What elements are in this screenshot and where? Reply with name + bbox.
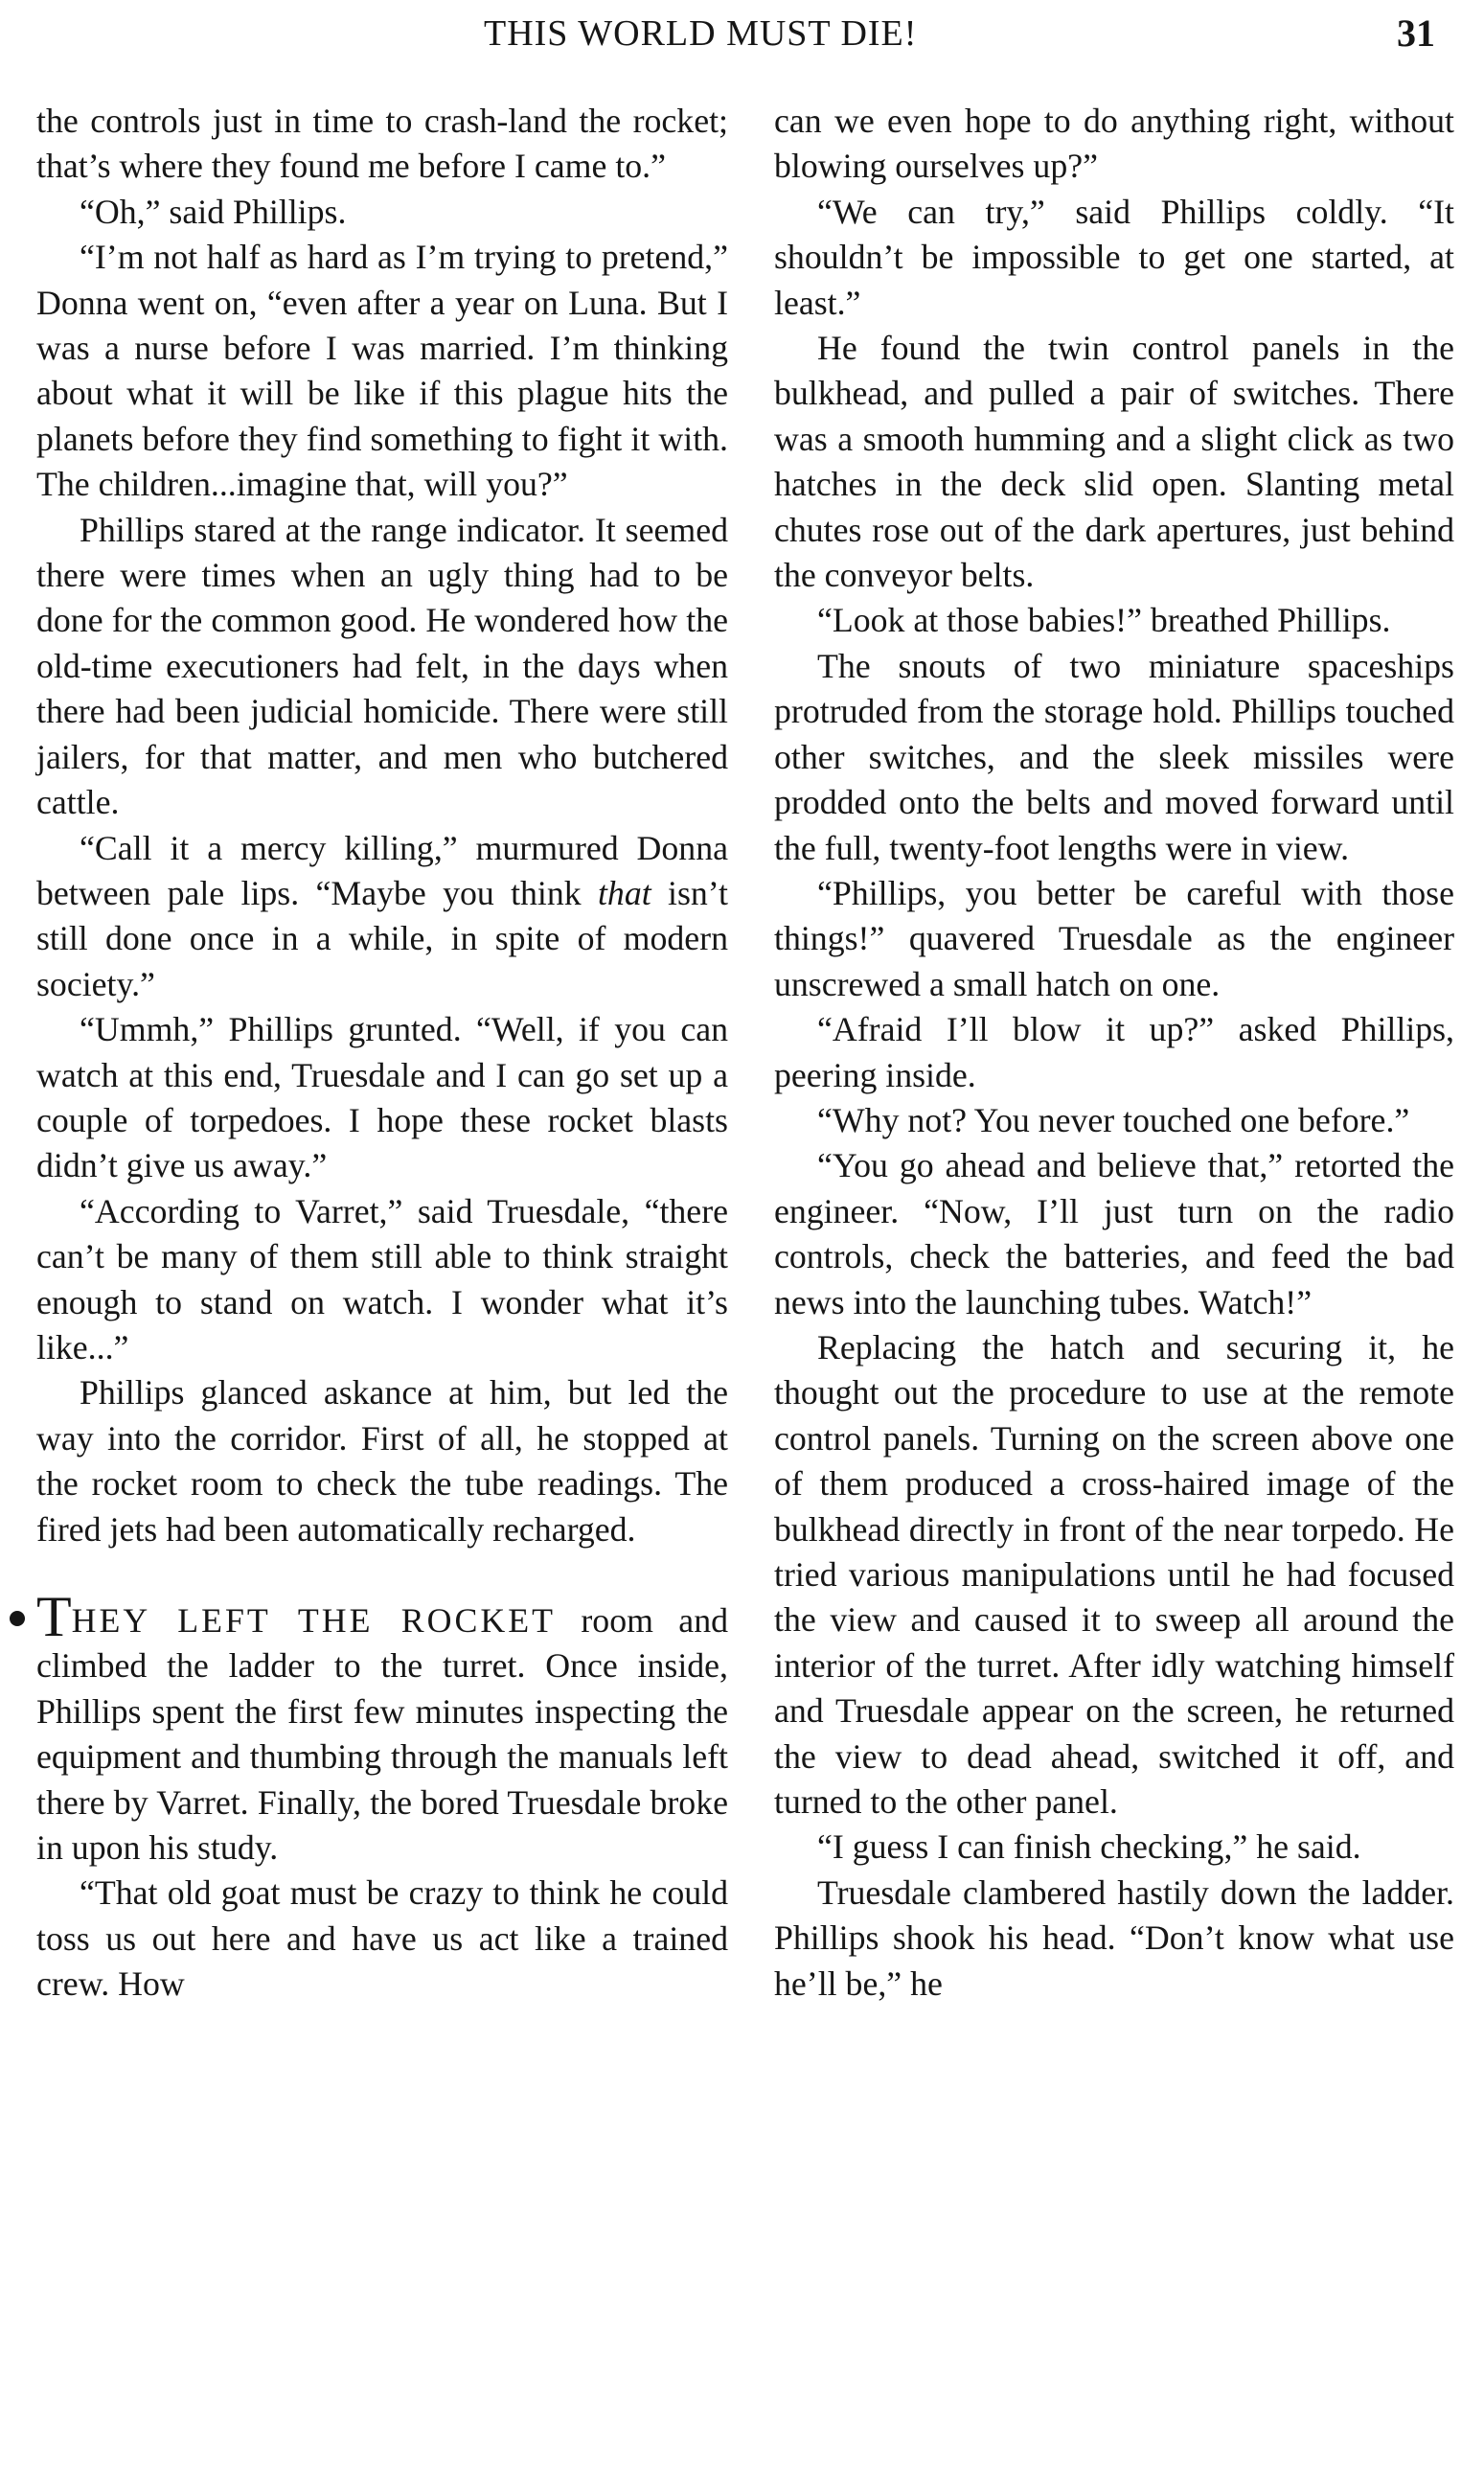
paragraph: [36, 826, 728, 1008]
text-run: isn’t still done once in a while, in spite of modern society.”: [36, 873, 728, 1003]
paragraph: Truesdale clambered hastily down the ladder. Phillips shook his head. “Don’t know what use he’ll be,” he: [774, 1872, 1454, 2003]
drop-cap: T: [36, 1585, 72, 1648]
paragraph: “Phillips, you better be careful with those things!” quavered Truesdale as the engineer unscrewed a small hatch on one.: [774, 873, 1454, 1003]
lead-in-caps: HEY LEFT THE ROCKET: [71, 1601, 556, 1640]
paragraph: the controls just in time to crash-land the rocket; that’s where they found me before I came to.”: [36, 102, 728, 186]
text-run: “Call it a mercy killing,” murmured Donna between pale lips. “Maybe you think: [36, 828, 728, 912]
page-header: [0, 10, 1484, 57]
paragraph: “According to Varret,” said Truesdale, “there can’t be many of them still able to think straight enough to stand on watch. I wonder what it’s like...”: [36, 1191, 728, 1366]
section-start-paragraph: [36, 1585, 728, 1871]
page-number: 31: [1397, 11, 1435, 55]
paragraph: can we even hope to do anything right, without blowing ourselves up?”: [774, 102, 1454, 186]
paragraph: “That old goat must be crazy to think he could toss us out here and have us act like a trained crew. How: [36, 1873, 728, 2004]
paragraph: “Why not? You never touched one before.”: [817, 1100, 1410, 1139]
paragraph: “I guess I can finish checking,” he said.: [817, 1827, 1361, 1867]
paragraph: “Oh,” said Phillips.: [80, 192, 347, 231]
paragraph: The snouts of two miniature spaceships protruded from the storage hold. Phillips touched other switches, and the sleek missiles were prodded onto the belts and moved forward until the full, twenty-foot lengths were in view.: [774, 646, 1454, 867]
paragraph: “We can try,” said Phillips coldly. “It shouldn’t be impossible to get one started, at least.”: [774, 192, 1454, 322]
paragraph: “Ummh,” Phillips grunted. “Well, if you can watch at this end, Truesdale and I can go set up a couple of torpedoes. I hope these rocket blasts didn’t give us away.”: [36, 1010, 728, 1185]
left-column: [36, 99, 728, 2008]
running-title: THIS WORLD MUST DIE!: [484, 13, 918, 54]
text-run: room and climbed the ladder to the turret. Once inside, Phillips spent the first few minutes inspecting the equipment and thumbing through the manuals left there by Varret. Finally, the bored Truesdale broke in upon his study.: [36, 1601, 728, 1868]
paragraph: He found the twin control panels in the bulkhead, and pulled a pair of switches. There was a smooth humming and a slight click as two hatches in the deck slid open. Slanting metal chutes rose out of the dark apertures, just behind the conveyor belts.: [774, 329, 1454, 595]
paragraph: Replacing the hatch and securing it, he thought out the procedure to use at the remote control panels. Turning on the screen above one of them produced a cross-haired image of the bulkhead directly in front of the near torpedo. He tried various manipulations until he had focused the view and caused it to sweep all around the interior of the turret. After idly watching himself and Truesdale appear on the screen, he returned the view to dead ahead, switched it off, and turned to the other panel.: [774, 1327, 1454, 1822]
right-column: [774, 99, 1454, 2007]
paragraph: “Afraid I’ll blow it up?” asked Phillips, peering inside.: [774, 1010, 1454, 1094]
paragraph: Phillips glanced askance at him, but led the way into the corridor. First of all, he stopped at the rocket room to check the tube readings. The fired jets had been automatically recharged.: [36, 1373, 728, 1549]
paragraph: “I’m not half as hard as I’m trying to pretend,” Donna went on, “even after a year on Luna. But I was a nurse before I was married. I’m thinking about what it will be like if this plague hits the planets before they find something to fight it with. The children...imagine that, will you?”: [36, 238, 728, 504]
emphasis: that: [597, 873, 651, 912]
section-bullet-icon: [10, 1611, 25, 1626]
paragraph: “Look at those babies!” breathed Phillips.: [817, 601, 1391, 640]
paragraph: “You go ahead and believe that,” retorted the engineer. “Now, I’ll just turn on the radio controls, check the batteries, and feed the bad news into the launching tubes. Watch!”: [774, 1146, 1454, 1321]
paragraph: Phillips stared at the range indicator. It seemed there were times when an ugly thing had to be done for the common good. He wondered how the old-time executioners had felt, in the days when there had been judicial homicide. There were still jailers, for that matter, and men who butchered cattle.: [36, 510, 728, 822]
